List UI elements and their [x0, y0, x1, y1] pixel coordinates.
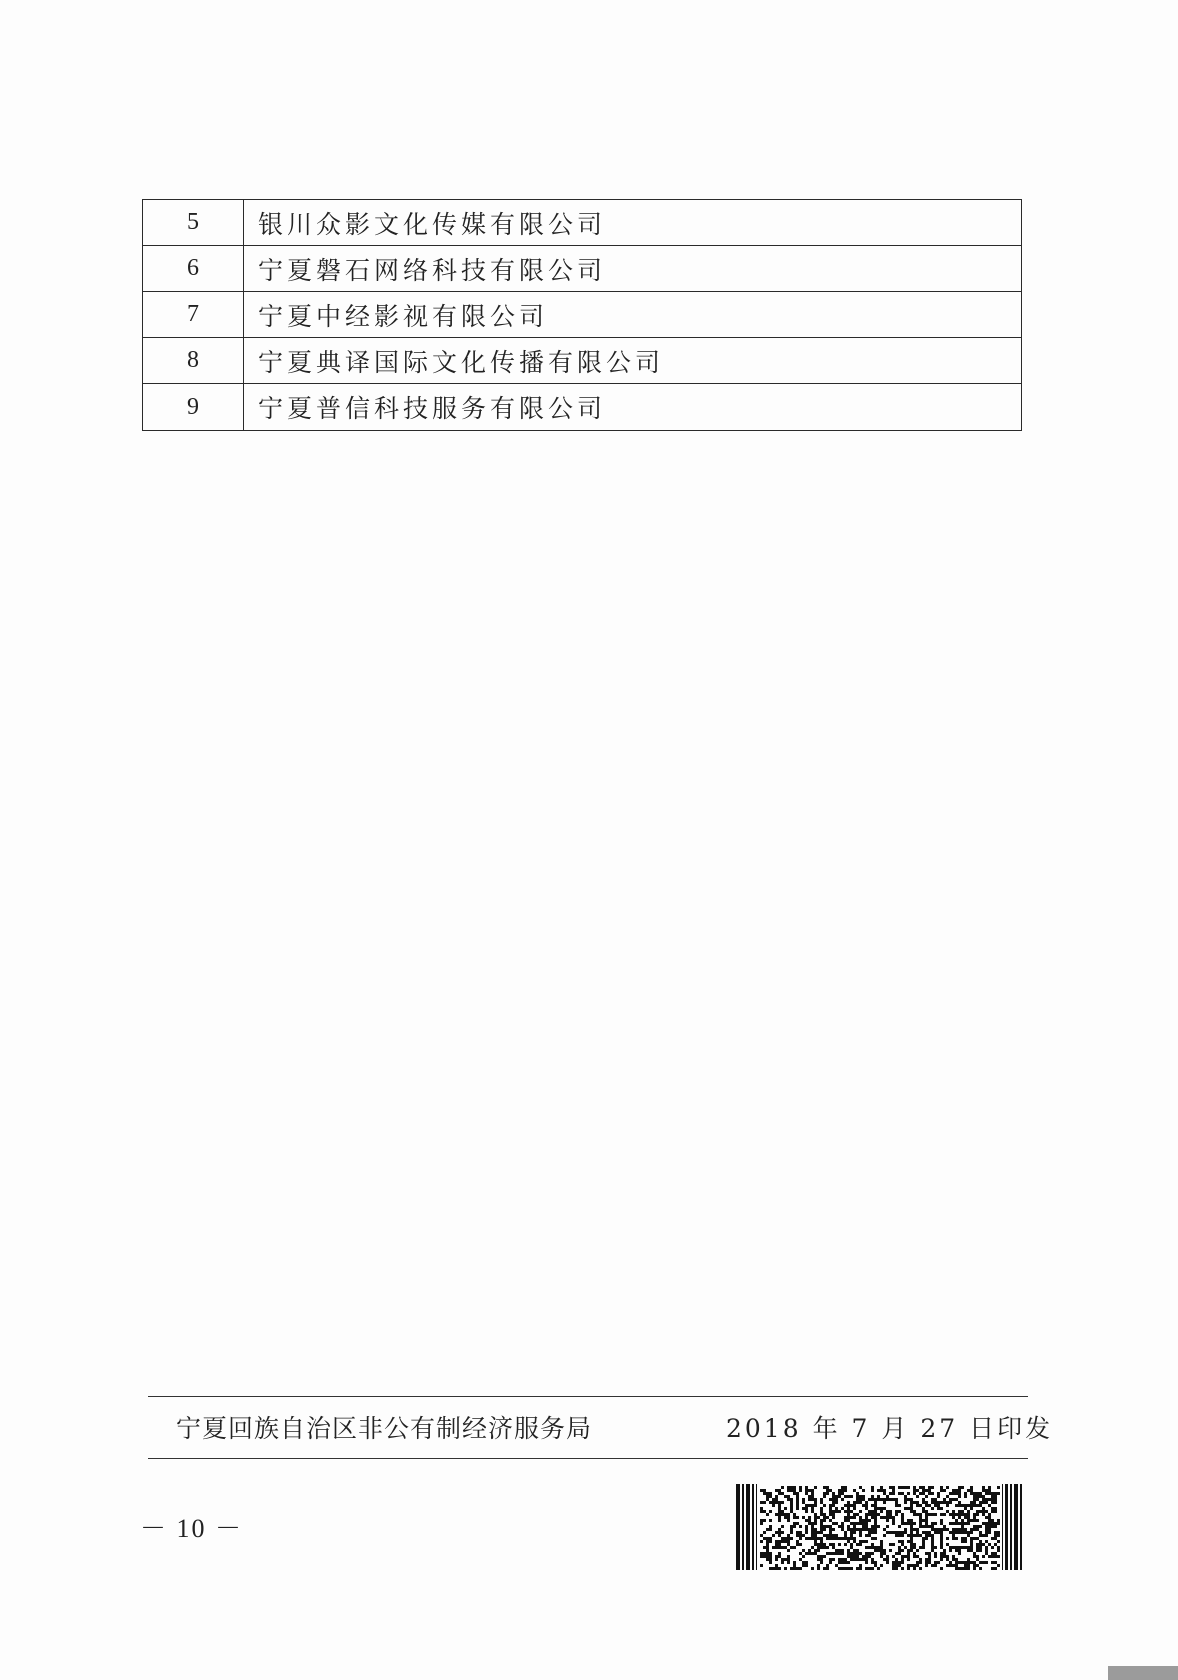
company-list-table [142, 199, 1022, 431]
barcode-icon [736, 1484, 1022, 1570]
row-number: 6 [143, 246, 244, 291]
company-name: 银川众影文化传媒有限公司 [258, 209, 607, 239]
company-name: 宁夏磐石网络科技有限公司 [258, 255, 607, 285]
issuer-name: 宁夏回族自治区非公有制经济服务局 [176, 1414, 593, 1443]
table-row [143, 292, 1021, 338]
table-row [143, 338, 1021, 384]
row-number: 9 [143, 384, 244, 430]
row-number: 7 [143, 292, 244, 337]
company-name: 宁夏典译国际文化传播有限公司 [258, 347, 665, 377]
row-number: 8 [143, 338, 244, 383]
footer-bottom-rule [148, 1458, 1028, 1459]
table-row [143, 246, 1021, 292]
page-number: － 10 － [140, 1514, 244, 1543]
row-number: 5 [143, 200, 244, 245]
company-name: 宁夏普信科技服务有限公司 [258, 394, 607, 423]
table-row [143, 200, 1021, 246]
table-row [143, 384, 1021, 430]
footer-top-rule [148, 1396, 1028, 1397]
company-name: 宁夏中经影视有限公司 [258, 301, 549, 331]
issue-date: 2018 年 7 月 27 日印发 [726, 1414, 1054, 1443]
scan-edge-marker [1108, 1666, 1178, 1680]
